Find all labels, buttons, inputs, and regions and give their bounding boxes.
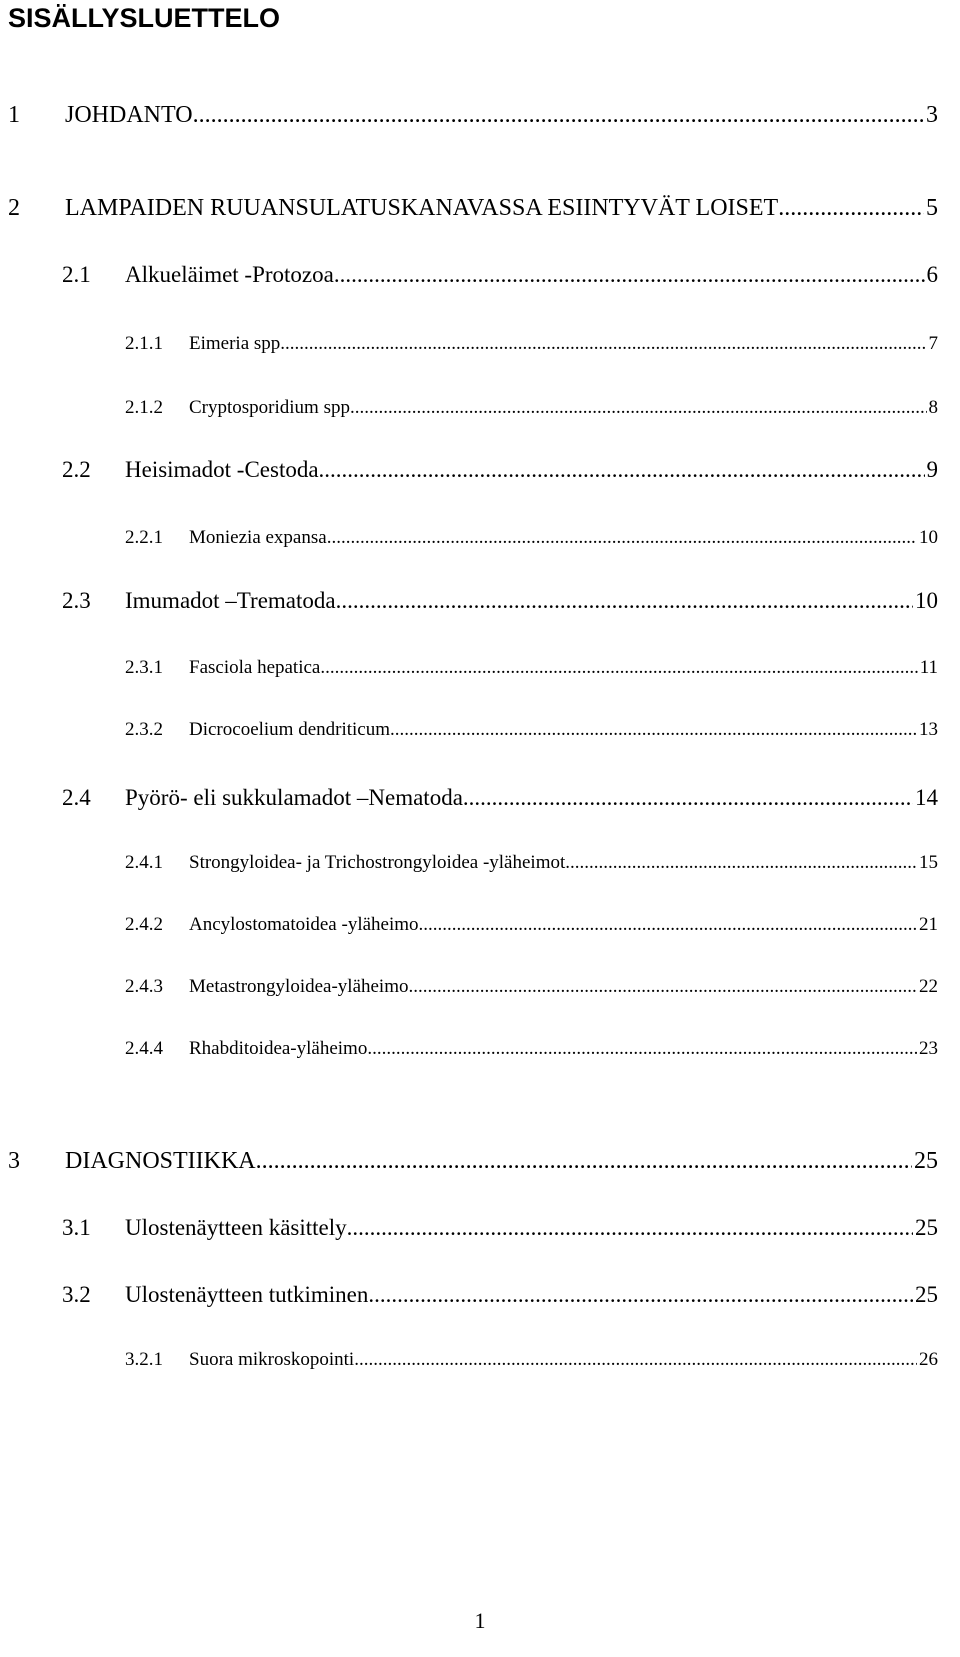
toc-entry-number: 3.2 bbox=[62, 1282, 91, 1307]
toc-entry-number: 1 bbox=[8, 102, 20, 128]
toc-leader-dots bbox=[390, 719, 917, 741]
toc-entry-title: DIAGNOSTIIKKA bbox=[65, 1148, 256, 1174]
toc-entry-page: 25 bbox=[915, 1282, 938, 1307]
toc-entry-title: Heisimadot -Cestoda bbox=[125, 457, 319, 482]
toc-entry-title: Metastrongyloidea-yläheimo bbox=[189, 976, 409, 997]
toc-entry-title: Ancylostomatoidea -yläheimo bbox=[189, 914, 419, 935]
toc-entry[interactable] bbox=[8, 195, 938, 225]
toc-entry-title: Cryptosporidium spp. bbox=[189, 397, 355, 418]
toc-leader-dots bbox=[319, 457, 925, 483]
toc-entry-number: 2.1.2 bbox=[125, 397, 163, 418]
toc-entry-title: Ulostenäytteen tutkiminen bbox=[125, 1282, 369, 1307]
toc-entry-title: Fasciola hepatica bbox=[189, 657, 321, 678]
toc-entry-number: 2 bbox=[8, 195, 20, 221]
toc-entry[interactable] bbox=[62, 1215, 938, 1245]
toc-entry-title: Ulostenäytteen käsittely bbox=[125, 1215, 347, 1240]
toc-entry-number: 3.2.1 bbox=[125, 1349, 163, 1370]
toc-entry-page: 7 bbox=[928, 333, 938, 354]
toc-leader-dots bbox=[368, 1282, 913, 1308]
toc-entry-title: Pyörö- eli sukkulamadot –Nematoda bbox=[125, 785, 463, 810]
toc-leader-dots bbox=[347, 1215, 913, 1241]
toc-entry[interactable] bbox=[125, 1349, 938, 1379]
toc-leader-dots bbox=[355, 397, 927, 419]
toc-entry-number: 2.4.4 bbox=[125, 1038, 163, 1059]
toc-entry[interactable] bbox=[125, 397, 938, 427]
toc-entry-number: 2.4 bbox=[62, 785, 91, 810]
toc-leader-dots bbox=[778, 195, 924, 222]
toc-entry-page: 23 bbox=[919, 1038, 938, 1059]
toc-entry-number: 3 bbox=[8, 1148, 20, 1174]
toc-entry-page: 8 bbox=[928, 397, 938, 418]
toc-leader-dots bbox=[463, 785, 913, 811]
toc-entry[interactable] bbox=[62, 588, 938, 618]
toc-entry[interactable] bbox=[125, 852, 938, 882]
toc-entry-page: 13 bbox=[919, 719, 938, 740]
toc-entry[interactable] bbox=[62, 785, 938, 815]
toc-entry-number: 2.1 bbox=[62, 262, 91, 287]
toc-entry-page: 10 bbox=[915, 588, 938, 613]
toc-entry[interactable] bbox=[62, 457, 938, 487]
toc-entry[interactable] bbox=[62, 262, 938, 292]
toc-entry[interactable] bbox=[8, 102, 938, 132]
toc-entry-number: 2.1.1 bbox=[125, 333, 163, 354]
toc-entry[interactable] bbox=[8, 1148, 938, 1178]
toc-entry-title: Alkueläimet -Protozoa bbox=[125, 262, 334, 287]
toc-entry[interactable] bbox=[125, 719, 938, 749]
toc-entry-page: 21 bbox=[919, 914, 938, 935]
toc-entry-page: 25 bbox=[915, 1215, 938, 1240]
toc-entry-page: 6 bbox=[926, 262, 938, 287]
toc-leader-dots bbox=[367, 1038, 917, 1060]
toc-entry-number: 2.3.1 bbox=[125, 657, 163, 678]
toc-entry-title: Suora mikroskopointi bbox=[189, 1349, 355, 1370]
page-number: 1 bbox=[474, 1608, 486, 1633]
toc-leader-dots bbox=[256, 1148, 912, 1175]
toc-entry[interactable] bbox=[125, 976, 938, 1006]
toc-entry-number: 2.4.2 bbox=[125, 914, 163, 935]
toc-entry[interactable] bbox=[125, 527, 938, 557]
toc-entry-page: 26 bbox=[919, 1349, 938, 1370]
toc-entry-title: Strongyloidea- ja Trichostrongyloidea -yläheimot bbox=[189, 852, 566, 873]
toc-entry-number: 2.3.2 bbox=[125, 719, 163, 740]
toc-entry-number: 2.4.3 bbox=[125, 976, 163, 997]
toc-leader-dots bbox=[336, 588, 913, 614]
toc-leader-dots bbox=[285, 333, 926, 355]
toc-entry-number: 2.2 bbox=[62, 457, 91, 482]
toc-entry-page: 25 bbox=[914, 1148, 938, 1174]
toc-entry-number: 2.4.1 bbox=[125, 852, 163, 873]
toc-leader-dots bbox=[320, 657, 917, 679]
toc-entry-title: Imumadot –Trematoda bbox=[125, 588, 336, 613]
toc-entry-number: 3.1 bbox=[62, 1215, 91, 1240]
toc-entry-page: 10 bbox=[919, 527, 938, 548]
toc-entry-title: Dicrocoelium dendriticum bbox=[189, 719, 391, 740]
toc-entry[interactable] bbox=[62, 1282, 938, 1312]
toc-leader-dots bbox=[193, 102, 924, 129]
toc-leader-dots bbox=[334, 262, 925, 288]
toc-entry-page: 15 bbox=[919, 852, 938, 873]
toc-entry-title: LAMPAIDEN RUUANSULATUSKANAVASSA ESIINTYVÄT LOISET bbox=[65, 195, 779, 221]
toc-leader-dots bbox=[419, 914, 917, 936]
toc-leader-dots bbox=[565, 852, 917, 874]
toc-title: SISÄLLYSLUETTELO bbox=[8, 3, 281, 33]
toc-entry[interactable] bbox=[125, 1038, 938, 1068]
toc-leader-dots bbox=[327, 527, 917, 549]
toc-entry-title: JOHDANTO bbox=[65, 102, 193, 128]
toc-entry[interactable] bbox=[125, 657, 938, 687]
toc-entry-page: 11 bbox=[919, 657, 938, 678]
toc-entry-page: 22 bbox=[919, 976, 938, 997]
toc-entry-number: 2.3 bbox=[62, 588, 91, 613]
toc-entry-page: 9 bbox=[926, 457, 938, 482]
toc-entry-title: Moniezia expansa bbox=[189, 527, 327, 548]
toc-leader-dots bbox=[354, 1349, 917, 1371]
toc-entry-number: 2.2.1 bbox=[125, 527, 163, 548]
toc-entry-page: 5 bbox=[926, 195, 938, 221]
toc-entry-page: 3 bbox=[926, 102, 938, 128]
toc-entry-title: Eimeria spp. bbox=[189, 333, 286, 354]
toc-entry-page: 14 bbox=[915, 785, 938, 810]
toc-leader-dots bbox=[409, 976, 918, 998]
toc-entry[interactable] bbox=[125, 333, 938, 363]
toc-entry[interactable] bbox=[125, 914, 938, 944]
toc-entry-title: Rhabditoidea-yläheimo bbox=[189, 1038, 368, 1059]
